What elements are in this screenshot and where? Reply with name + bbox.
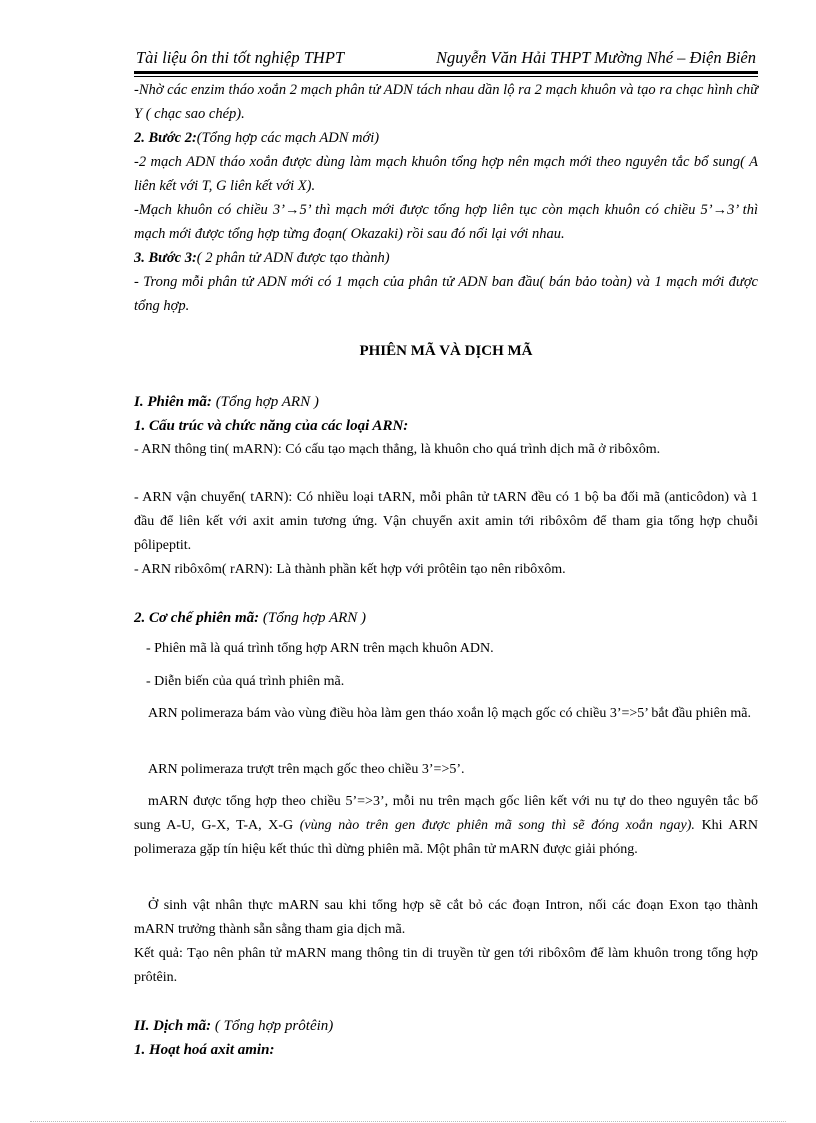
- header-rule-thick: [134, 71, 758, 74]
- transcription-heading-sub: (Tổng hợp ARN ): [215, 394, 319, 410]
- step2-title: (Tổng hợp các mạch ADN mới): [196, 130, 380, 146]
- transcription-para-f: Ở sinh vật nhân thực mARN sau khi tổng hợp sẽ cắt bỏ các đoạn Intron, nối các đoạn Exon tạo thành mARN trưởng thành sẵn sằng tham gia dịch mã.: [134, 898, 758, 937]
- step2-paragraph-2: -Mạch khuôn có chiều 3’→5’ thì mạch mới được tổng hợp liên tục còn mạch khuôn có chiều 5’→3’ thì mạch mới được tổng hợp từng đoạn( Okazaki) rồi sau đó nối lại với nhau.: [134, 202, 758, 242]
- amino-activation-heading: 1. Hoạt hoá axit amin:: [134, 1042, 275, 1058]
- header-left-text: Tài liệu ôn thi tốt nghiệp THPT: [136, 48, 345, 67]
- page-bottom-border: [30, 1121, 786, 1122]
- para-e-text-1: mARN được tổng hợp theo chiều 5’=>3’, mỗi nu trên mạch gốc liên kết với nu tự do theo nguyên tắc bổ sung A-U, G-X, T-A, X-G: [134, 794, 758, 833]
- header-rule-thin: [134, 76, 758, 77]
- translation-heading-label: II. Dịch mã:: [134, 1018, 212, 1034]
- mechanism-label: 2. Cơ chế phiên mã:: [134, 610, 260, 626]
- header-right-text: Nguyễn Văn Hải THPT Mường Nhé – Điện Biên: [436, 48, 756, 67]
- page-header: [134, 46, 758, 70]
- para-e-italic: (vùng nào trên gen được phiên mã song thì sẽ đóng xoắn ngay).: [299, 818, 695, 833]
- transcription-para-d: ARN polimeraza trượt trên mạch gốc theo chiều 3’=>5’.: [148, 762, 465, 777]
- step3-paragraph-1: - Trong mỗi phân tử ADN mới có 1 mạch của phân tử ADN ban đầu( bán bảo toàn) và 1 mạch mới được tổng hợp.: [134, 274, 758, 314]
- transcription-line-a: - Phiên mã là quá trình tổng hợp ARN trên mạch khuôn ADN.: [146, 641, 494, 656]
- trna-paragraph: - ARN vận chuyển( tARN): Có nhiều loại tARN, mỗi phân tử tARN đều có 1 bộ ba đối mã (anticôdon) và 1 đầu để liên kết với axit amin tương ứng. Vận chuyển axit amin tới ribôxôm để tham gia tổng hợp chuỗi pôlipeptit.: [134, 490, 758, 553]
- step3-label: 3. Bước 3:: [134, 250, 197, 266]
- rna-types-heading: 1. Cấu trúc và chức năng của các loại ARN:: [134, 418, 409, 434]
- transcription-line-b: - Diễn biến của quá trình phiên mã.: [146, 674, 345, 689]
- mrna-paragraph: - ARN thông tin( mARN): Có cấu tạo mạch thẳng, là khuôn cho quá trình dịch mã ở ribôxôm.: [134, 442, 661, 457]
- transcription-result: Kết quả: Tạo nên phân tử mARN mang thông tin di truyền từ gen tới ribôxôm để làm khuôn trong tổng hợp prôtêin.: [134, 946, 758, 985]
- transcription-mechanism-heading: [134, 606, 758, 630]
- transcription-para-e: [134, 790, 758, 862]
- transcription-para-c: ARN polimeraza bám vào vùng điều hòa làm gen tháo xoắn lộ mạch gốc có chiều 3’=>5’ bắt đầu phiên mã.: [148, 706, 751, 721]
- rrna-paragraph: - ARN ribôxôm( rARN): Là thành phần kết hợp với prôtêin tạo nên ribôxôm.: [134, 562, 566, 577]
- mechanism-sub: (Tổng hợp ARN ): [262, 610, 367, 626]
- step3-heading: [134, 246, 758, 270]
- step2-label: 2. Bước 2:: [134, 130, 197, 146]
- translation-heading: [134, 1014, 758, 1038]
- replication-intro: -Nhờ các enzim tháo xoắn 2 mạch phân tử ADN tách nhau dần lộ ra 2 mạch khuôn và tạo ra chạc hình chữ Y ( chạc sao chép).: [134, 82, 758, 122]
- step2-paragraph-1: -2 mạch ADN tháo xoắn được dùng làm mạch khuôn tổng hợp nên mạch mới theo nguyên tắc bổ sung( A liên kết với T, G liên kết với X).: [134, 154, 758, 194]
- transcription-heading: [134, 390, 758, 414]
- translation-heading-sub: ( Tổng hợp prôtêin): [211, 1018, 334, 1034]
- section-title: PHIÊN MÃ VÀ DỊCH MÃ: [359, 343, 533, 359]
- step2-heading: [134, 126, 758, 150]
- step3-title: ( 2 phân tử ADN được tạo thành): [196, 250, 390, 266]
- para-e-text-2: Khi ARN polimeraza gặp tín hiệu kết thúc thì dừng phiên mã. Một phân tử mARN được giải phóng.: [134, 818, 758, 857]
- transcription-heading-label: I. Phiên mã:: [134, 394, 212, 410]
